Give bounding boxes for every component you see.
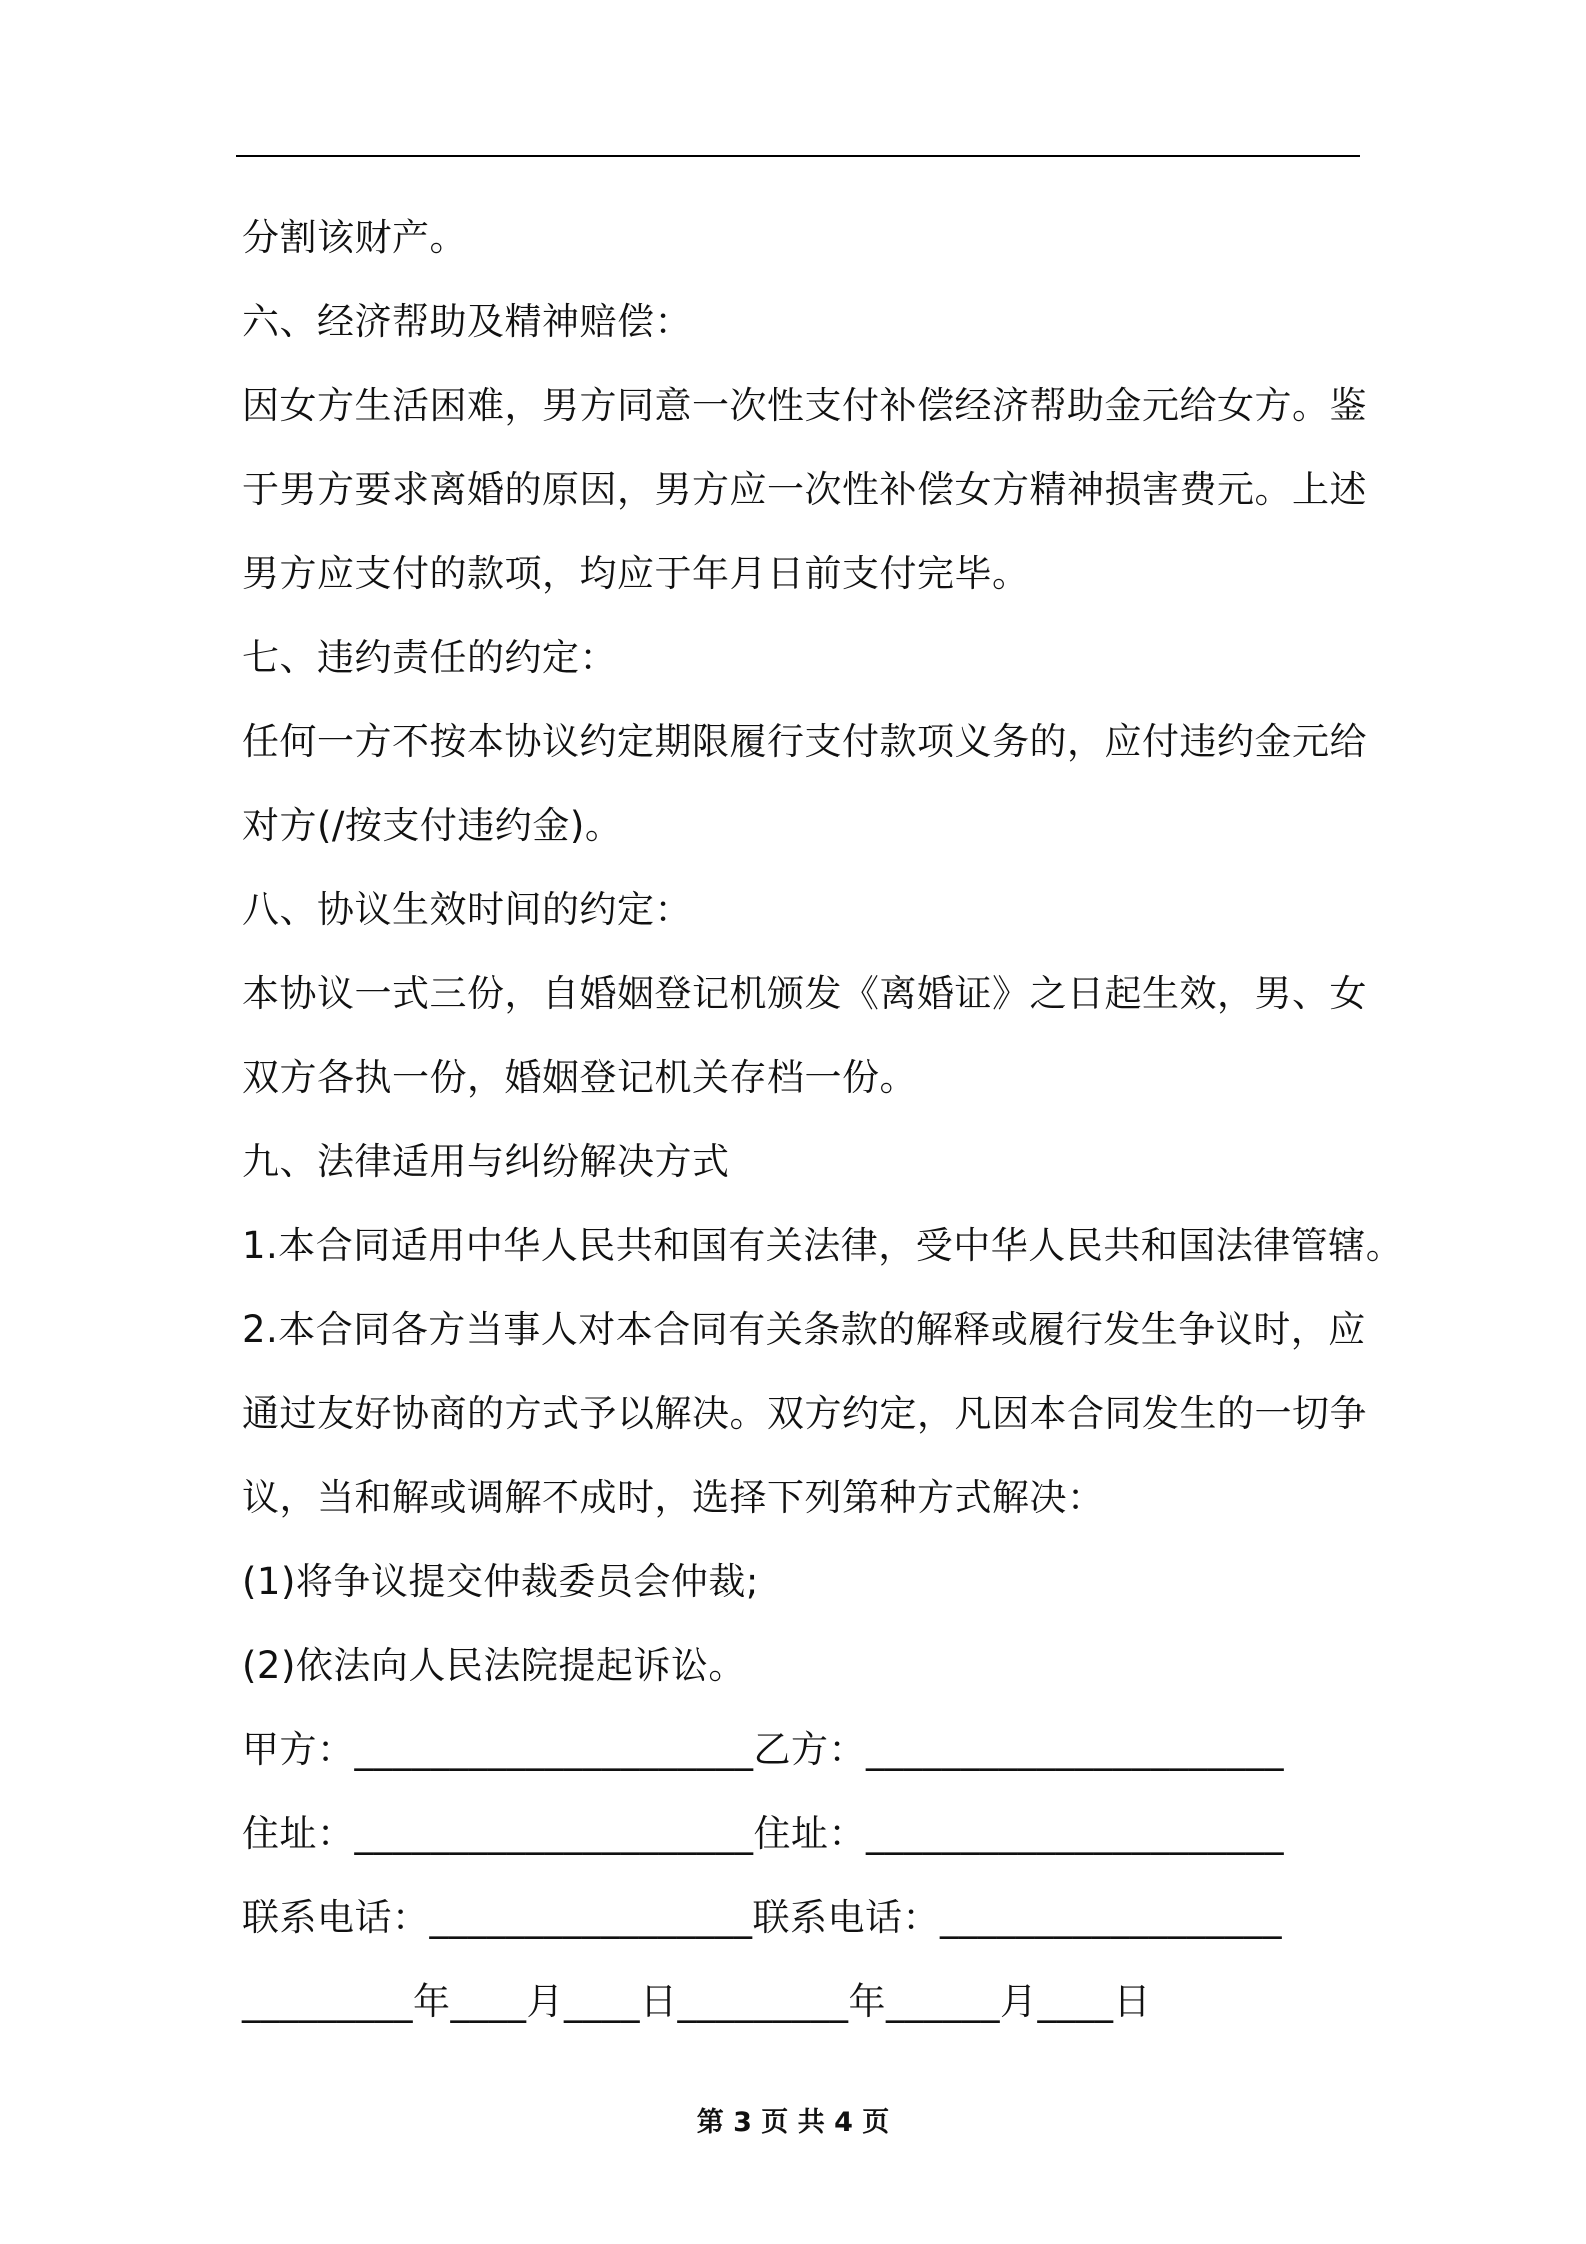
section-6-text-line: 于男方要求离婚的原因，男方应一次性补偿女方精神损害费元。上述 xyxy=(242,468,1367,511)
clause-2-line: 2.本合同各方当事人对本合同有关条款的解释或履行发生争议时，应 xyxy=(242,1308,1366,1351)
section-6-text-line: 男方应支付的款项，均应于年月日前支付完毕。 xyxy=(242,552,1030,595)
header-rule xyxy=(236,155,1360,157)
option-1: (1)将争议提交仲裁委员会仲裁; xyxy=(242,1560,759,1603)
section-8-text-line: 本协议一式三份，自婚姻登记机颁发《离婚证》之日起生效，男、女 xyxy=(242,972,1367,1015)
section-6-text-line: 因女方生活困难，男方同意一次性支付补偿经济帮助金元给女方。鉴 xyxy=(242,384,1367,427)
clause-2-line: 议，当和解或调解不成时，选择下列第种方式解决： xyxy=(242,1476,1105,1519)
section-6-heading: 六、经济帮助及精神赔偿： xyxy=(242,300,692,343)
clause-2-line: 通过友好协商的方式予以解决。双方约定，凡因本合同发生的一切争 xyxy=(242,1392,1367,1435)
option-2: (2)依法向人民法院提起诉讼。 xyxy=(242,1644,746,1687)
signature-phone-line: 联系电话：_________________联系电话：__________________ xyxy=(242,1896,1282,1939)
signature-date-line: _________年____月____日_________年______月____日 xyxy=(242,1980,1151,2023)
section-7-text-line: 任何一方不按本协议约定期限履行支付款项义务的，应付违约金元给 xyxy=(242,720,1367,763)
page-number: 第 3 页 共 4 页 xyxy=(696,2107,890,2138)
section-8-heading: 八、协议生效时间的约定： xyxy=(242,888,692,931)
section-8-text-line: 双方各执一份，婚姻登记机关存档一份。 xyxy=(242,1056,917,1099)
section-7-heading: 七、违约责任的约定： xyxy=(242,636,617,679)
section-9-heading: 九、法律适用与纠纷解决方式 xyxy=(242,1140,730,1183)
paragraph-continuation: 分割该财产。 xyxy=(242,216,467,259)
signature-party-line: 甲方：_____________________乙方：______________________ xyxy=(242,1728,1284,1771)
signature-address-line: 住址：_____________________住址：______________________ xyxy=(242,1812,1284,1855)
section-7-text-line: 对方(/按支付违约金)。 xyxy=(242,804,623,847)
clause-1: 1.本合同适用中华人民共和国有关法律，受中华人民共和国法律管辖。 xyxy=(242,1224,1404,1267)
document-body xyxy=(242,196,1404,2044)
